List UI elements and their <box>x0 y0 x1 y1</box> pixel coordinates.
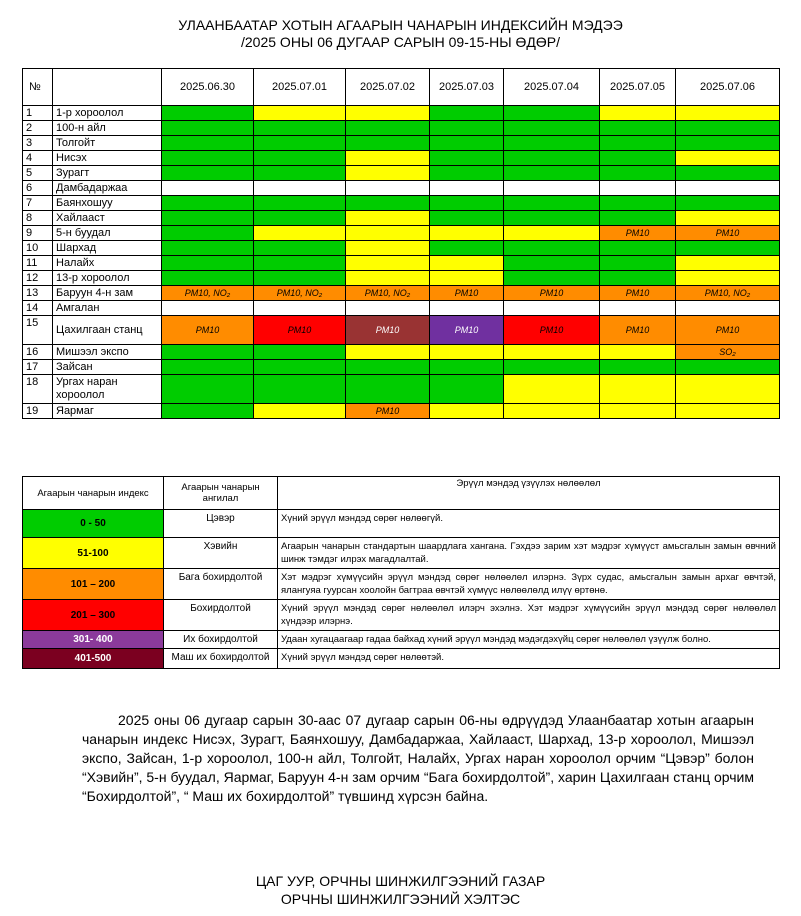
aqi-cell <box>254 136 346 151</box>
aqi-cell <box>254 301 346 316</box>
aqi-cell <box>162 196 254 211</box>
aqi-cell <box>676 241 780 256</box>
aqi-cell <box>430 404 504 419</box>
row-number: 7 <box>23 196 53 211</box>
row-number: 6 <box>23 181 53 196</box>
legend-row <box>23 510 780 538</box>
date-header: 2025.06.30 <box>162 69 254 106</box>
aqi-cell <box>504 301 600 316</box>
table-row <box>23 286 780 301</box>
table-row <box>23 271 780 286</box>
aqi-cell <box>504 106 600 121</box>
aqi-cell <box>162 404 254 419</box>
aqi-cell <box>600 301 676 316</box>
date-header: 2025.07.01 <box>254 69 346 106</box>
aqi-cell <box>676 301 780 316</box>
aqi-cell <box>430 106 504 121</box>
aqi-cell <box>430 166 504 181</box>
page-title: УЛААНБААТАР ХОТЫН АГААРЫН ЧАНАРЫН ИНДЕКСИЙН МЭДЭЭ <box>178 17 623 33</box>
row-number: 19 <box>23 404 53 419</box>
legend-category: Их бохирдолтой <box>164 631 278 649</box>
aqi-cell <box>504 404 600 419</box>
aqi-cell <box>676 166 780 181</box>
aqi-cell <box>254 181 346 196</box>
aqi-cell: PM10, NO₂ <box>346 286 430 301</box>
station-name: Дамбадаржаа <box>53 181 162 196</box>
aqi-cell <box>430 211 504 226</box>
aqi-cell <box>346 121 430 136</box>
table-row <box>23 121 780 136</box>
row-number: 14 <box>23 301 53 316</box>
legend-header-row <box>23 477 780 510</box>
aqi-cell: PM10 <box>346 316 430 345</box>
aqi-cell <box>254 360 346 375</box>
legend-effect: Удаан хугацаагаар гадаа байхад хүний эрүүл мэндэд мэдэгдэхүйц сөрөг нөлөөлөл үзүүлж болно. <box>278 631 780 649</box>
row-number: 17 <box>23 360 53 375</box>
aqi-cell <box>676 375 780 404</box>
station-name: Амгалан <box>53 301 162 316</box>
aqi-cell <box>676 181 780 196</box>
aqi-cell <box>504 271 600 286</box>
station-name: Цахилгаан станц <box>53 316 162 345</box>
aqi-cell <box>430 345 504 360</box>
aqi-cell <box>254 166 346 181</box>
aqi-cell <box>162 181 254 196</box>
aqi-cell <box>504 226 600 241</box>
table-row <box>23 226 780 241</box>
aqi-cell <box>504 136 600 151</box>
aqi-cell <box>254 241 346 256</box>
aqi-cell <box>254 211 346 226</box>
aqi-cell <box>162 256 254 271</box>
table-row <box>23 211 780 226</box>
station-name: Зурагт <box>53 166 162 181</box>
aqi-cell <box>600 106 676 121</box>
aqi-cell <box>254 345 346 360</box>
legend-row <box>23 631 780 649</box>
legend-header-index: Агаарын чанарын индекс <box>23 477 164 510</box>
aqi-cell: PM10 <box>676 316 780 345</box>
aqi-cell <box>676 121 780 136</box>
aqi-cell <box>430 181 504 196</box>
aqi-cell: PM10 <box>600 286 676 301</box>
aqi-cell <box>162 360 254 375</box>
aqi-table <box>22 68 780 419</box>
name-header <box>53 69 162 106</box>
table-row <box>23 360 780 375</box>
station-name: Налайх <box>53 256 162 271</box>
no-header: № <box>23 69 53 106</box>
legend-range: 401-500 <box>23 649 164 669</box>
aqi-cell: PM10 <box>600 226 676 241</box>
aqi-cell <box>162 375 254 404</box>
aqi-cell <box>254 256 346 271</box>
table-row <box>23 375 780 404</box>
aqi-cell: PM10 <box>676 226 780 241</box>
aqi-cell <box>430 360 504 375</box>
aqi-cell <box>430 256 504 271</box>
aqi-cell: PM10 <box>430 316 504 345</box>
aqi-cell <box>254 271 346 286</box>
aqi-cell: SO₂ <box>676 345 780 360</box>
aqi-cell <box>600 345 676 360</box>
aqi-cell: PM10 <box>162 316 254 345</box>
aqi-cell <box>254 196 346 211</box>
aqi-cell <box>346 211 430 226</box>
legend-table <box>22 476 780 669</box>
aqi-cell <box>600 241 676 256</box>
row-number: 3 <box>23 136 53 151</box>
aqi-cell <box>504 375 600 404</box>
aqi-cell <box>504 196 600 211</box>
legend-effect: Хэт мэдрэг хүмүүсийн эрүүл мэндэд сөрөг нөлөөлөл илэрнэ. Зүрх судас, амьсгалын замын архаг өвчтэй, ялангуяа гуурсан хоолойн багтраа өвчтэй хүмүүс нөлөөлөлд илүү өртөнө. <box>278 569 780 600</box>
page-subtitle: /2025 ОНЫ 06 ДУГААР САРЫН 09-15-НЫ ӨДӨР/ <box>241 34 560 50</box>
legend-row <box>23 569 780 600</box>
aqi-cell <box>600 404 676 419</box>
aqi-cell <box>504 151 600 166</box>
station-name: Баянхошуу <box>53 196 162 211</box>
aqi-cell <box>430 241 504 256</box>
aqi-cell <box>254 151 346 166</box>
row-number: 13 <box>23 286 53 301</box>
station-name: Мишээл экспо <box>53 345 162 360</box>
aqi-cell <box>430 375 504 404</box>
aqi-cell <box>600 151 676 166</box>
aqi-cell <box>162 226 254 241</box>
aqi-cell <box>600 360 676 375</box>
table-header-row <box>23 69 780 106</box>
aqi-cell <box>504 181 600 196</box>
aqi-cell <box>162 271 254 286</box>
date-header: 2025.07.06 <box>676 69 780 106</box>
row-number: 10 <box>23 241 53 256</box>
aqi-cell <box>346 375 430 404</box>
aqi-cell <box>676 271 780 286</box>
aqi-cell: PM10, NO₂ <box>254 286 346 301</box>
table-row <box>23 256 780 271</box>
legend-effect: Хүний эрүүл мэндэд сөрөг нөлөөтэй. <box>278 649 780 669</box>
legend-header-category: Агаарын чанарын ангилал <box>164 477 278 510</box>
aqi-cell <box>346 136 430 151</box>
table-row <box>23 316 780 345</box>
row-number: 18 <box>23 375 53 404</box>
aqi-cell <box>504 345 600 360</box>
table-row <box>23 301 780 316</box>
date-header: 2025.07.05 <box>600 69 676 106</box>
aqi-cell <box>430 136 504 151</box>
aqi-cell <box>162 301 254 316</box>
aqi-cell <box>162 121 254 136</box>
station-name: 13-р хороолол <box>53 271 162 286</box>
legend-category: Маш их бохирдолтой <box>164 649 278 669</box>
footer-org: ЦАГ УУР, ОРЧНЫ ШИНЖИЛГЭЭНИЙ ГАЗАР <box>255 873 546 889</box>
row-number: 8 <box>23 211 53 226</box>
row-number: 16 <box>23 345 53 360</box>
legend-row <box>23 538 780 569</box>
aqi-cell <box>600 121 676 136</box>
aqi-cell <box>600 181 676 196</box>
aqi-cell <box>430 301 504 316</box>
legend-range: 51-100 <box>23 538 164 569</box>
aqi-cell <box>162 106 254 121</box>
summary-paragraph: 2025 оны 06 дугаар сарын 30-аас 07 дугаар сарын 06-ны өдрүүдэд Улаанбаатар хотын агаарын чанарын индекс Нисэх, Зурагт, Баянхошуу, Дамбадаржаа, Хайлааст, Шархад, 13-р хороолол, Мишээл экспо, Зайсан, 1-р хороолол, 100-н айл, Толгойт, Налайх, Ургах наран хороолол орчим “Цэвэр” болон “Хэвийн”, 5-н буудал, Яармаг, Баруун 4-н зам орчим “Бага бохирдолтой”, харин Цахилгаан станц орчим “Бохирдолтой”, “ Маш их бохирдолтой” түвшинд хүрсэн байна. <box>82 712 754 804</box>
station-name: Толгойт <box>53 136 162 151</box>
aqi-cell <box>162 151 254 166</box>
station-name: 1-р хороолол <box>53 106 162 121</box>
legend-category: Цэвэр <box>164 510 278 538</box>
row-number: 1 <box>23 106 53 121</box>
aqi-cell <box>346 256 430 271</box>
aqi-cell <box>346 196 430 211</box>
aqi-cell <box>600 256 676 271</box>
legend-row <box>23 649 780 669</box>
aqi-cell <box>504 121 600 136</box>
legend-category: Бохирдолтой <box>164 600 278 631</box>
station-name: Нисэх <box>53 151 162 166</box>
aqi-cell <box>676 136 780 151</box>
aqi-cell <box>162 211 254 226</box>
legend-range: 101 – 200 <box>23 569 164 600</box>
aqi-cell: PM10 <box>254 316 346 345</box>
aqi-cell <box>254 121 346 136</box>
station-name: Баруун 4-н зам <box>53 286 162 301</box>
aqi-cell <box>676 106 780 121</box>
aqi-cell: PM10 <box>504 316 600 345</box>
aqi-cell <box>600 375 676 404</box>
aqi-cell <box>254 375 346 404</box>
aqi-cell <box>162 136 254 151</box>
aqi-cell <box>346 166 430 181</box>
aqi-cell <box>600 166 676 181</box>
aqi-cell <box>430 151 504 166</box>
table-row <box>23 136 780 151</box>
aqi-cell <box>254 106 346 121</box>
legend-row <box>23 600 780 631</box>
aqi-cell <box>504 360 600 375</box>
aqi-cell <box>346 360 430 375</box>
legend-effect: Хүний эрүүл мэндэд сөрөг нөлөөлөл илэрч эхэлнэ. Хэт мэдрэг хүмүүсийн эрүүл мэндэд сөрөг нөлөөлөл хүндээр илэрнэ. <box>278 600 780 631</box>
aqi-cell <box>676 151 780 166</box>
aqi-cell <box>162 241 254 256</box>
aqi-cell <box>162 345 254 360</box>
aqi-cell <box>600 211 676 226</box>
station-name: 5-н буудал <box>53 226 162 241</box>
date-header: 2025.07.02 <box>346 69 430 106</box>
aqi-cell <box>346 241 430 256</box>
aqi-cell <box>346 301 430 316</box>
row-number: 5 <box>23 166 53 181</box>
aqi-cell <box>346 181 430 196</box>
table-row <box>23 345 780 360</box>
row-number: 9 <box>23 226 53 241</box>
footer-dept: ОРЧНЫ ШИНЖИЛГЭЭНИЙ ХЭЛТЭС <box>280 891 521 907</box>
aqi-cell <box>600 136 676 151</box>
aqi-cell <box>504 211 600 226</box>
legend-effect: Хүний эрүүл мэндэд сөрөг нөлөөгүй. <box>278 510 780 538</box>
aqi-cell <box>676 360 780 375</box>
date-header: 2025.07.04 <box>504 69 600 106</box>
row-number: 11 <box>23 256 53 271</box>
legend-category: Хэвийн <box>164 538 278 569</box>
row-number: 12 <box>23 271 53 286</box>
aqi-cell <box>676 404 780 419</box>
aqi-cell <box>346 226 430 241</box>
station-name: Зайсан <box>53 360 162 375</box>
aqi-cell <box>346 151 430 166</box>
aqi-cell <box>346 345 430 360</box>
legend-range: 0 - 50 <box>23 510 164 538</box>
table-row <box>23 196 780 211</box>
table-row <box>23 241 780 256</box>
legend-category: Бага бохирдолтой <box>164 569 278 600</box>
aqi-cell <box>504 241 600 256</box>
aqi-cell <box>676 211 780 226</box>
aqi-cell <box>676 256 780 271</box>
aqi-cell <box>430 226 504 241</box>
aqi-cell <box>430 121 504 136</box>
aqi-cell <box>600 196 676 211</box>
table-row <box>23 181 780 196</box>
aqi-cell: PM10 <box>430 286 504 301</box>
row-number: 2 <box>23 121 53 136</box>
table-row <box>23 404 780 419</box>
aqi-cell <box>504 166 600 181</box>
aqi-cell <box>600 271 676 286</box>
aqi-cell: PM10 <box>504 286 600 301</box>
aqi-cell <box>430 271 504 286</box>
date-header: 2025.07.03 <box>430 69 504 106</box>
aqi-cell <box>346 271 430 286</box>
aqi-cell <box>430 196 504 211</box>
row-number: 4 <box>23 151 53 166</box>
row-number: 15 <box>23 316 53 345</box>
station-name: 100-н айл <box>53 121 162 136</box>
station-name: Шархад <box>53 241 162 256</box>
table-row <box>23 106 780 121</box>
legend-effect: Агаарын чанарын стандартын шаардлага хангана. Гэхдээ зарим хэт мэдрэг хүмүүст амьсгалын замын өвчний шинж тэмдэг илрэх магадлалтай. <box>278 538 780 569</box>
legend-range: 201 – 300 <box>23 600 164 631</box>
table-row <box>23 166 780 181</box>
legend-range: 301- 400 <box>23 631 164 649</box>
aqi-cell <box>162 166 254 181</box>
aqi-cell: PM10 <box>600 316 676 345</box>
aqi-cell <box>676 196 780 211</box>
aqi-cell <box>346 106 430 121</box>
aqi-cell <box>504 256 600 271</box>
aqi-cell <box>254 404 346 419</box>
legend-header-effect: Эрүүл мэндэд үзүүлэх нөлөөлөл <box>278 477 780 510</box>
station-name: Яармаг <box>53 404 162 419</box>
table-row <box>23 151 780 166</box>
station-name: Хайлааст <box>53 211 162 226</box>
station-name: Ургах наран хороолол <box>53 375 162 404</box>
aqi-cell: PM10 <box>346 404 430 419</box>
aqi-cell: PM10, NO₂ <box>162 286 254 301</box>
aqi-cell <box>254 226 346 241</box>
aqi-cell: PM10, NO₂ <box>676 286 780 301</box>
